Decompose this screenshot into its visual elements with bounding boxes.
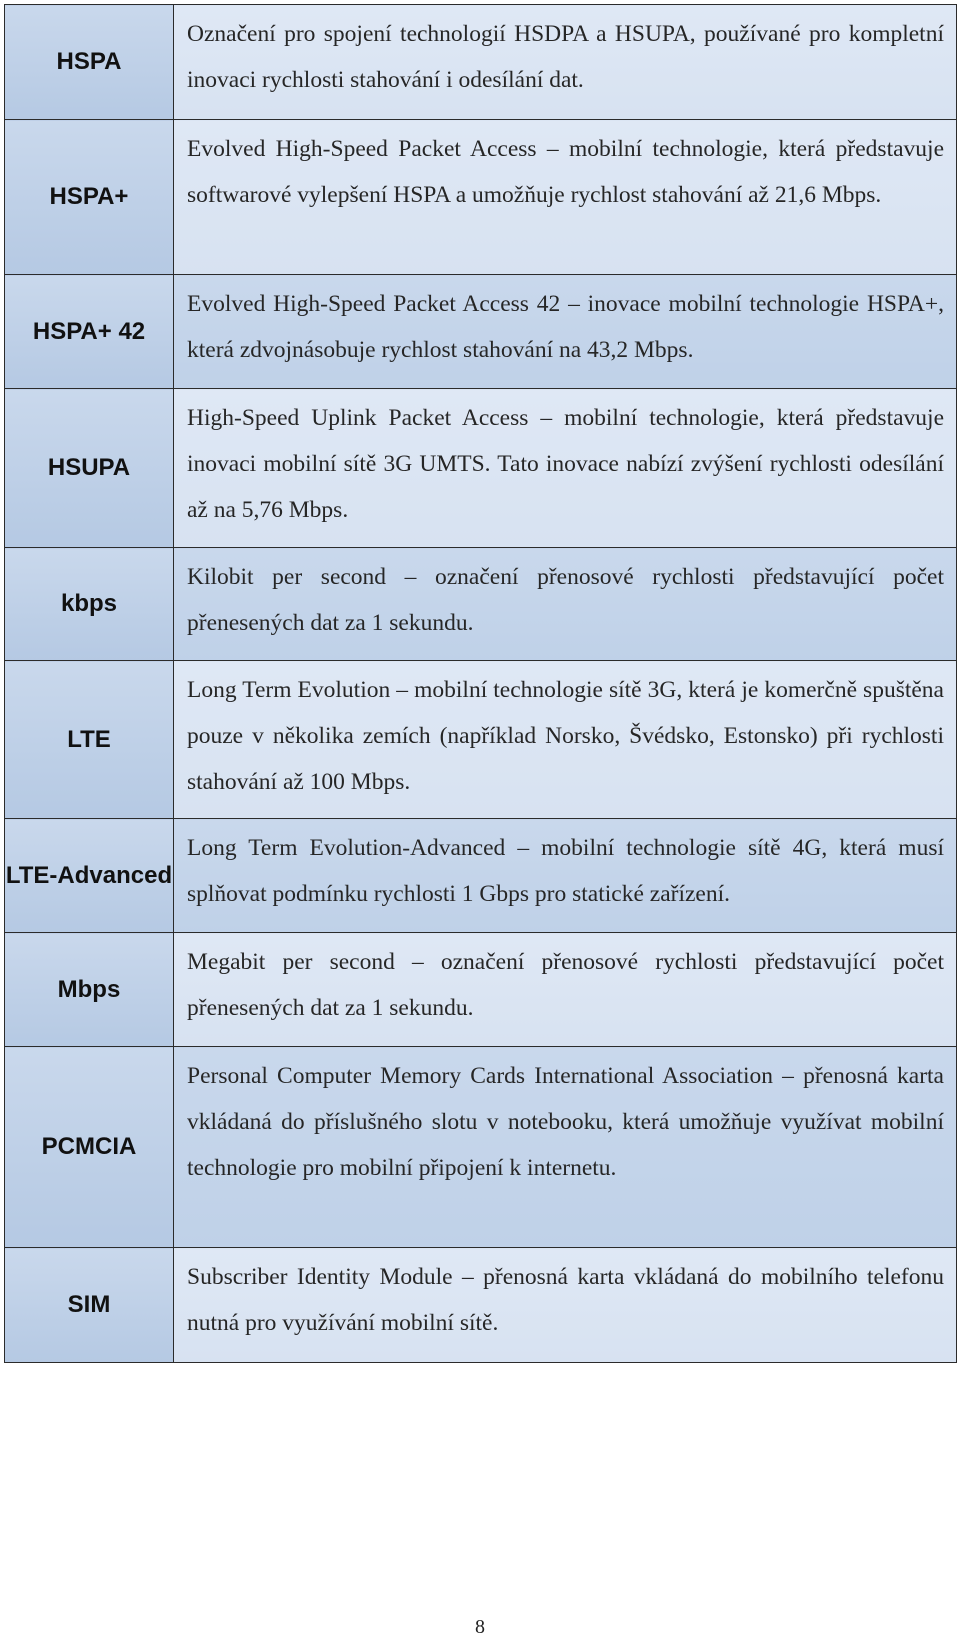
table-row bbox=[5, 1047, 957, 1248]
definition-cell: Megabit per second – označení přenosové rychlosti představující počet přenesených dat za 1 sekundu. bbox=[174, 933, 957, 1047]
definition-cell: Long Term Evolution-Advanced – mobilní technologie sítě 4G, která musí splňovat podmínku rychlosti 1 Gbps pro statické zařízení. bbox=[174, 819, 957, 933]
definition-cell: High-Speed Uplink Packet Access – mobilní technologie, která představuje inovaci mobilní sítě 3G UMTS. Tato inovace nabízí zvýšení rychlosti odesílání až na 5,76 Mbps. bbox=[174, 389, 957, 548]
definition-cell: Označení pro spojení technologií HSDPA a HSUPA, používané pro kompletní inovaci rychlosti stahování i odesílání dat. bbox=[174, 5, 957, 120]
definition-cell: Evolved High-Speed Packet Access – mobilní technologie, která představuje softwarové vylepšení HSPA a umožňuje rychlost stahování až 21,6 Mbps. bbox=[174, 120, 957, 275]
table-row bbox=[5, 389, 957, 548]
definition-cell: Kilobit per second – označení přenosové rychlosti představující počet přenesených dat za 1 sekundu. bbox=[174, 548, 957, 661]
term-cell: HSUPA bbox=[5, 389, 174, 548]
table-row bbox=[5, 548, 957, 661]
term-cell: kbps bbox=[5, 548, 174, 661]
definition-cell: Personal Computer Memory Cards International Association – přenosná karta vkládaná do příslušného slotu v notebooku, která umožňuje využívat mobilní technologie pro mobilní připojení k internetu. bbox=[174, 1047, 957, 1248]
table-row bbox=[5, 120, 957, 275]
term-cell: HSPA bbox=[5, 5, 174, 120]
page-number: 8 bbox=[475, 1616, 485, 1638]
term-cell: Mbps bbox=[5, 933, 174, 1047]
definition-cell: Subscriber Identity Module – přenosná karta vkládaná do mobilního telefonu nutná pro využívání mobilní sítě. bbox=[174, 1248, 957, 1363]
glossary-table bbox=[4, 4, 957, 1363]
definition-cell: Long Term Evolution – mobilní technologie sítě 3G, která je komerčně spuštěna pouze v několika zemích (například Norsko, Švédsko, Estonsko) při rychlosti stahování až 100 Mbps. bbox=[174, 661, 957, 819]
term-cell: LTE-Advanced bbox=[5, 819, 174, 933]
table-row bbox=[5, 819, 957, 933]
term-cell: LTE bbox=[5, 661, 174, 819]
term-cell: HSPA+ 42 bbox=[5, 275, 174, 389]
table-row bbox=[5, 275, 957, 389]
term-cell: PCMCIA bbox=[5, 1047, 174, 1248]
table-row bbox=[5, 933, 957, 1047]
table-row bbox=[5, 5, 957, 120]
term-cell: HSPA+ bbox=[5, 120, 174, 275]
table-row bbox=[5, 661, 957, 819]
definition-cell: Evolved High-Speed Packet Access 42 – inovace mobilní technologie HSPA+, která zdvojnásobuje rychlost stahování na 43,2 Mbps. bbox=[174, 275, 957, 389]
table-row bbox=[5, 1248, 957, 1363]
term-cell: SIM bbox=[5, 1248, 174, 1363]
